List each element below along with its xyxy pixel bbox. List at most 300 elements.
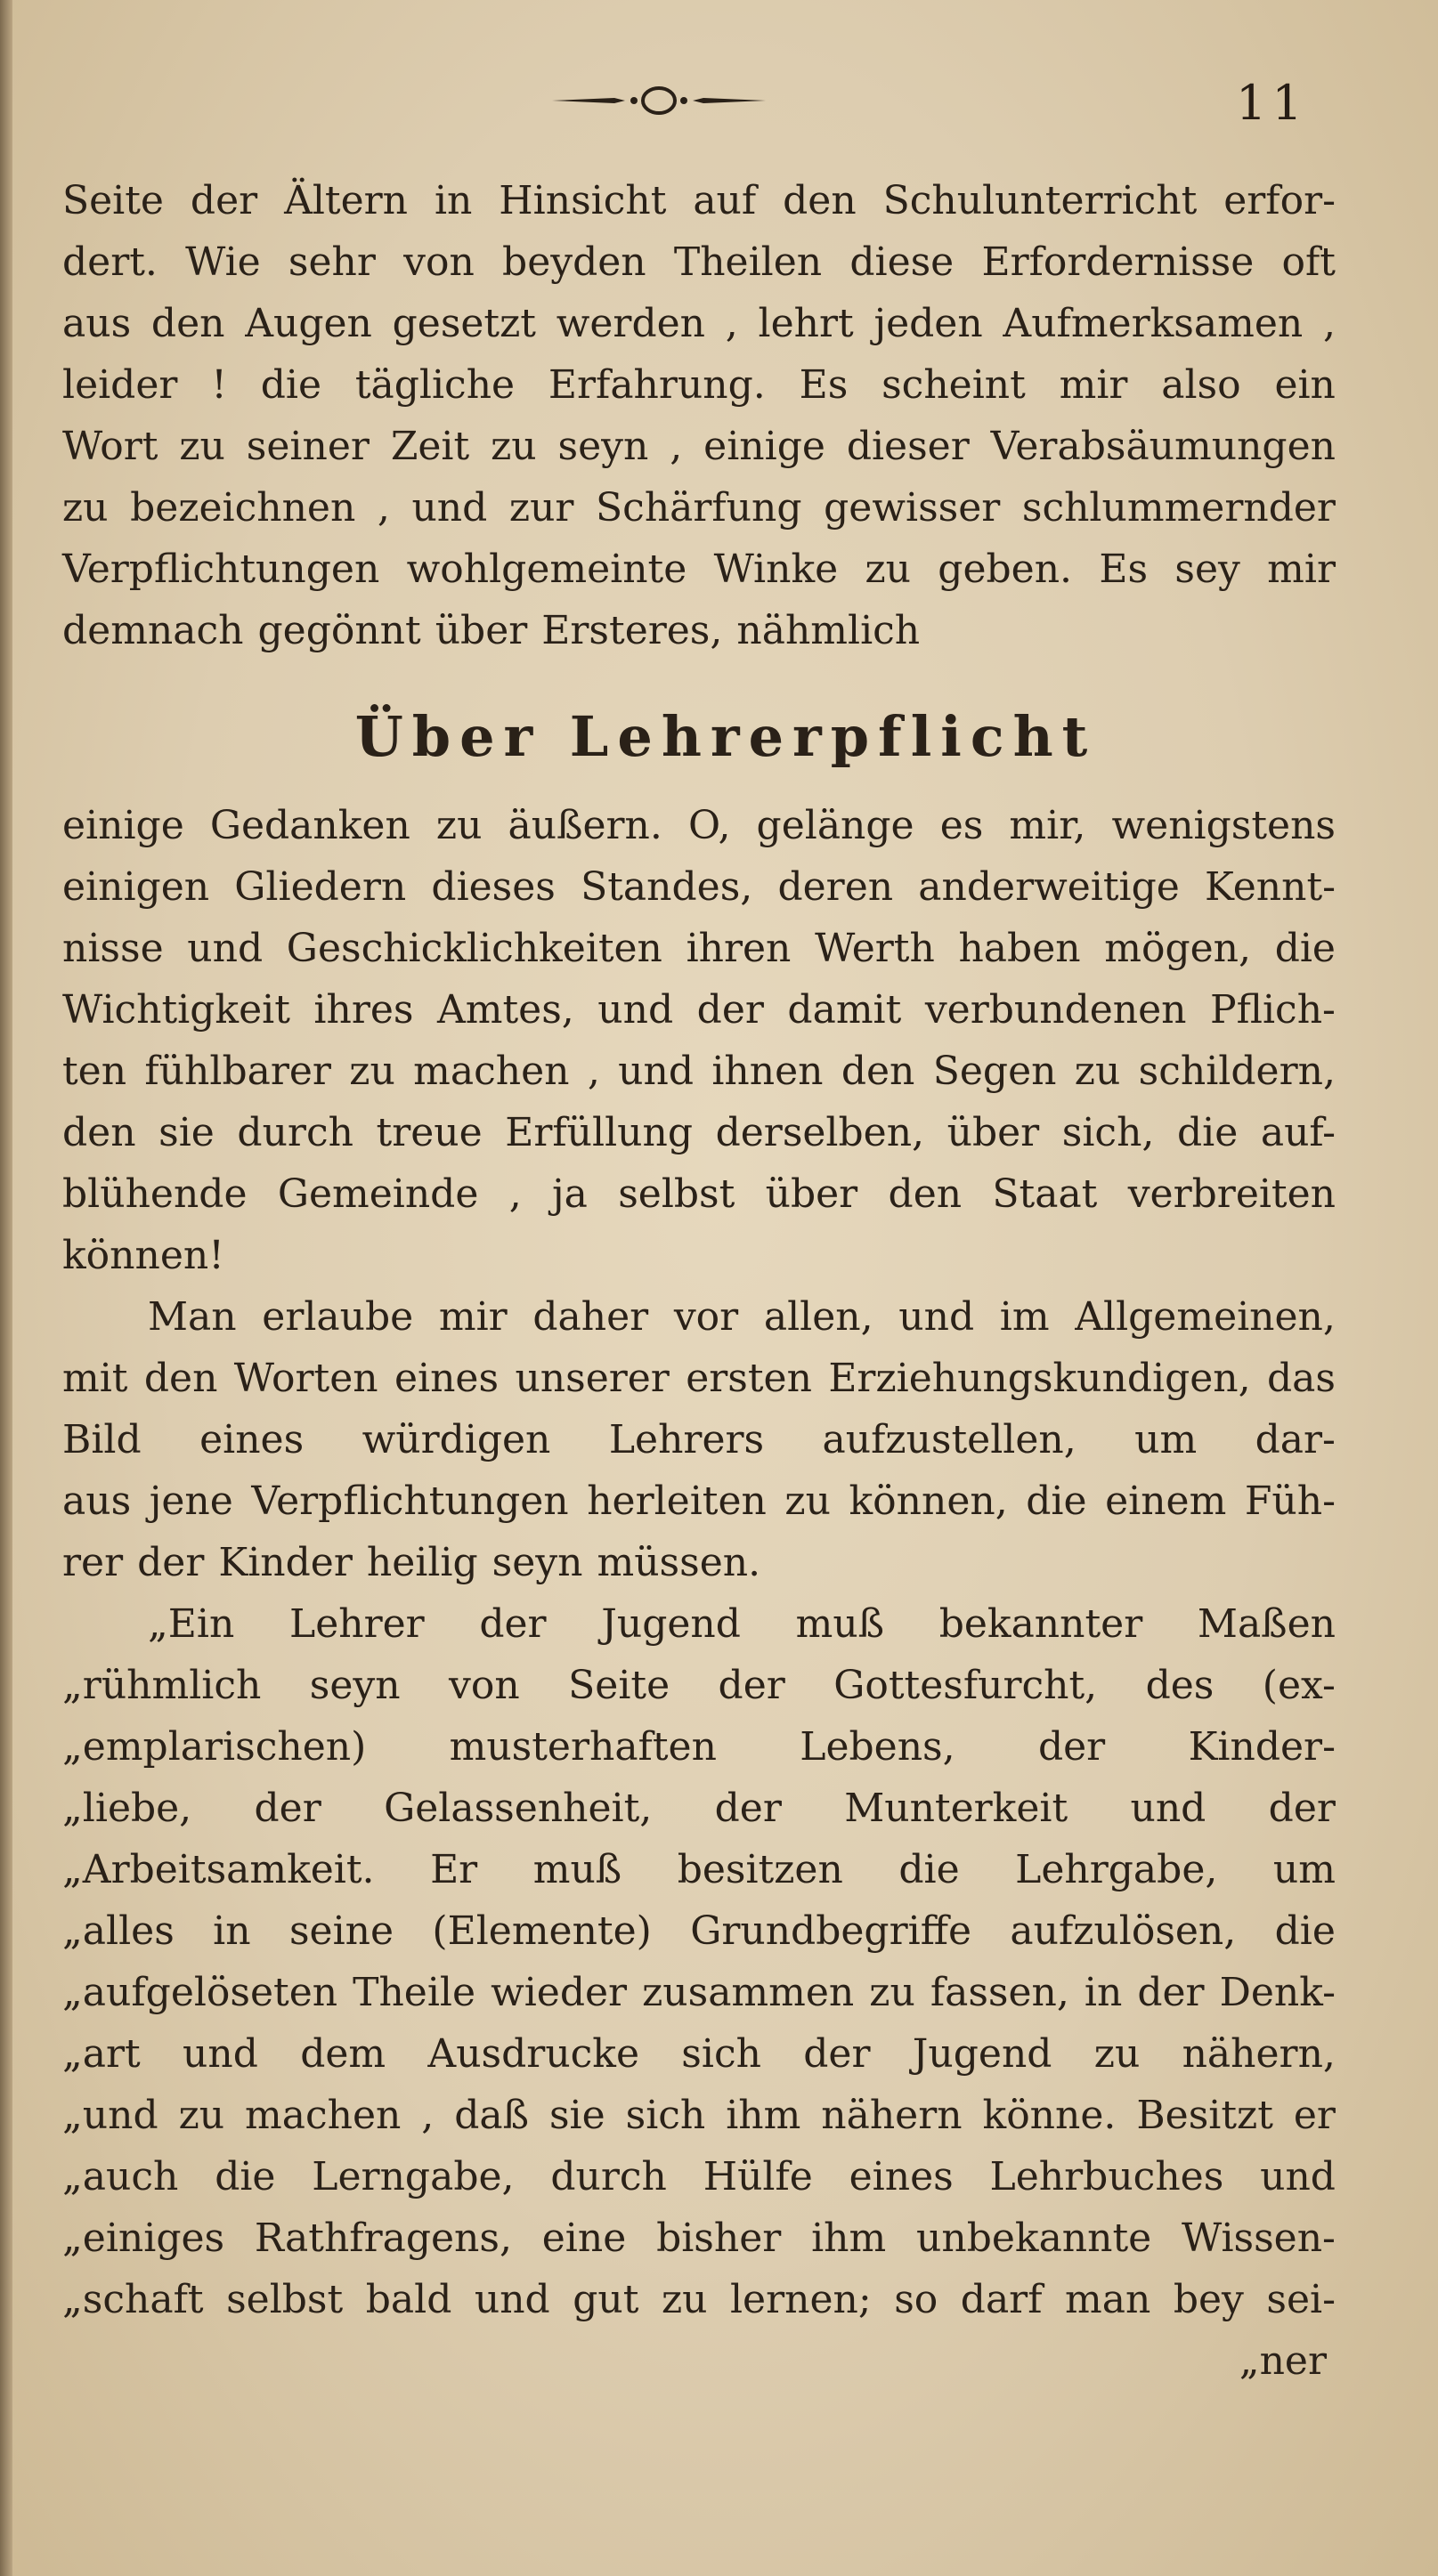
word: um bbox=[1272, 1847, 1336, 1892]
body-text bbox=[62, 178, 1336, 2400]
word: Gottesfurcht, bbox=[833, 1663, 1098, 1708]
word: sei- bbox=[1266, 2277, 1336, 2322]
text-line bbox=[62, 424, 1336, 485]
word: sich bbox=[681, 2031, 761, 2077]
word: daß bbox=[454, 2093, 530, 2138]
word: der bbox=[1037, 1724, 1106, 1770]
word: deren bbox=[777, 864, 894, 910]
word: , bbox=[1322, 301, 1336, 346]
word: musterhaften bbox=[449, 1724, 717, 1770]
word: Schulunterricht bbox=[882, 178, 1198, 223]
word: und bbox=[411, 485, 488, 531]
word: demnach bbox=[62, 608, 244, 653]
word: den bbox=[150, 301, 225, 346]
word: und bbox=[474, 2277, 550, 2322]
word: im bbox=[999, 1294, 1050, 1340]
word: ja bbox=[552, 1171, 588, 1217]
word: Jugend bbox=[601, 1601, 741, 1647]
word: verbundenen bbox=[924, 987, 1187, 1033]
word: den bbox=[143, 1356, 218, 1401]
word: dieser bbox=[846, 424, 970, 469]
word: ihm bbox=[726, 2093, 801, 2138]
word: , bbox=[508, 1171, 522, 1217]
word: „auch bbox=[62, 2154, 179, 2199]
word: zu bbox=[869, 1970, 915, 2015]
word: aus bbox=[62, 301, 132, 346]
word: wenigstens bbox=[1111, 803, 1336, 848]
word: werden bbox=[556, 301, 706, 346]
word: Erfüllung bbox=[505, 1110, 693, 1155]
word: Wie bbox=[185, 239, 261, 285]
text-line bbox=[62, 1294, 1336, 1356]
word: unserer bbox=[515, 1356, 670, 1401]
word: zu bbox=[179, 424, 225, 469]
word: über bbox=[946, 1110, 1040, 1155]
word: Lehrer bbox=[288, 1601, 425, 1647]
word: Hinsicht bbox=[499, 178, 667, 223]
word: Werth bbox=[815, 926, 935, 971]
word: sehr bbox=[288, 239, 376, 285]
word: Erfordernisse bbox=[981, 239, 1255, 285]
text-line bbox=[62, 1540, 1336, 1601]
word: ihnen bbox=[711, 1049, 824, 1094]
word: wieder bbox=[491, 1970, 628, 2015]
word: nisse bbox=[62, 926, 164, 971]
word: zur bbox=[508, 485, 574, 531]
text-line bbox=[62, 239, 1336, 301]
word: zu bbox=[865, 547, 911, 592]
text-line bbox=[62, 926, 1336, 987]
word: und bbox=[898, 1294, 975, 1340]
word: mir bbox=[438, 1294, 508, 1340]
word: Wichtigkeit bbox=[62, 987, 290, 1033]
word: müssen. bbox=[597, 1540, 761, 1585]
word: jene bbox=[149, 1478, 233, 1524]
word: Verpflichtungen bbox=[62, 547, 380, 592]
word: zu bbox=[1093, 2031, 1141, 2077]
word: „art bbox=[62, 2031, 141, 2077]
word: schlummernder bbox=[1021, 485, 1336, 531]
word: der bbox=[254, 1786, 321, 1831]
word: dieses bbox=[431, 864, 556, 910]
word: vor bbox=[673, 1294, 739, 1340]
word: eine bbox=[541, 2216, 627, 2261]
word: die bbox=[1274, 1908, 1336, 1954]
text-line bbox=[62, 178, 1336, 239]
word: Ältern bbox=[284, 178, 409, 223]
word: aufzulösen, bbox=[1010, 1908, 1237, 1954]
word: die bbox=[215, 2154, 276, 2199]
word: Aufmerksamen bbox=[1003, 301, 1304, 346]
text-line bbox=[62, 2216, 1336, 2277]
text-line bbox=[62, 1908, 1336, 1970]
word: dert. bbox=[62, 239, 158, 285]
word: auf- bbox=[1260, 1110, 1336, 1155]
word: Denk- bbox=[1219, 1970, 1336, 2015]
page-number: 11 bbox=[1236, 75, 1308, 131]
word: nähmlich bbox=[736, 608, 921, 653]
word: muß bbox=[795, 1601, 885, 1647]
word: muß bbox=[532, 1847, 622, 1892]
word: besitzen bbox=[677, 1847, 843, 1892]
word: Lerngabe, bbox=[312, 2154, 515, 2199]
word: eines bbox=[849, 2154, 954, 2199]
word: rer bbox=[62, 1540, 124, 1585]
word: lernen; bbox=[729, 2277, 872, 2322]
word: jeden bbox=[873, 301, 983, 346]
word: Geschicklichkeiten bbox=[286, 926, 662, 971]
word: könne. bbox=[982, 2093, 1117, 2138]
text-line bbox=[62, 803, 1336, 864]
word: der bbox=[696, 987, 764, 1033]
word: bezeichnen bbox=[130, 485, 356, 531]
word: schildern, bbox=[1138, 1049, 1336, 1094]
word: blühende bbox=[62, 1171, 248, 1217]
word: dem bbox=[300, 2031, 386, 2077]
word: machen bbox=[245, 2093, 402, 2138]
word: scheint bbox=[881, 362, 1026, 408]
word: den bbox=[62, 1110, 136, 1155]
word: haben bbox=[958, 926, 1081, 971]
word: des bbox=[1145, 1663, 1215, 1708]
text-line bbox=[62, 1970, 1336, 2031]
word: fassen, bbox=[930, 1970, 1069, 2015]
word: zu bbox=[62, 485, 109, 531]
word: erfor- bbox=[1223, 178, 1336, 223]
word: er bbox=[1293, 2093, 1336, 2138]
word: „Ein bbox=[148, 1601, 235, 1647]
word: Hülfe bbox=[703, 2154, 813, 2199]
word: Theile bbox=[353, 1970, 476, 2015]
word: ! bbox=[211, 362, 227, 408]
word: Standes, bbox=[581, 864, 753, 910]
word: das bbox=[1267, 1356, 1336, 1401]
word: der bbox=[714, 1786, 782, 1831]
word: ihres bbox=[313, 987, 414, 1033]
word: Jugend bbox=[912, 2031, 1052, 2077]
word: ihren bbox=[686, 926, 792, 971]
word: „Arbeitsamkeit. bbox=[62, 1847, 375, 1892]
word: Verpflichtungen bbox=[251, 1478, 569, 1524]
word: so bbox=[894, 2277, 938, 2322]
word: Erziehungskundigen, bbox=[828, 1356, 1251, 1401]
word: nähern bbox=[821, 2093, 963, 2138]
word: geben. bbox=[938, 547, 1073, 592]
word: Augen bbox=[245, 301, 372, 346]
word: Kinder bbox=[218, 1540, 353, 1585]
word: selbst bbox=[618, 1171, 735, 1217]
text-line bbox=[62, 2093, 1336, 2154]
word: und bbox=[187, 926, 264, 971]
text-line bbox=[62, 1110, 1336, 1171]
word: sey bbox=[1174, 547, 1240, 592]
word: Lehrbuches bbox=[989, 2154, 1224, 2199]
word: allen, bbox=[763, 1294, 873, 1340]
text-line bbox=[62, 1847, 1336, 1908]
word: einige bbox=[62, 803, 184, 848]
word: einem bbox=[1105, 1478, 1227, 1524]
word: bisher bbox=[656, 2216, 782, 2261]
word: Erfahrung. bbox=[548, 362, 766, 408]
text-line bbox=[62, 362, 1336, 424]
word: Er bbox=[430, 1847, 478, 1892]
word: die bbox=[1026, 1478, 1087, 1524]
word: würdigen bbox=[362, 1417, 551, 1462]
word: können! bbox=[62, 1233, 224, 1278]
word: Winke bbox=[713, 547, 839, 592]
word: Es bbox=[799, 362, 849, 408]
word: Ausdrucke bbox=[427, 2031, 639, 2077]
word: , bbox=[725, 301, 738, 346]
word: mir bbox=[1267, 547, 1336, 592]
word: heilig bbox=[366, 1540, 478, 1585]
text-line bbox=[62, 1171, 1336, 1233]
text-line bbox=[62, 1786, 1336, 1847]
word: aus bbox=[62, 1478, 132, 1524]
word: Theilen bbox=[673, 239, 823, 285]
word: über bbox=[435, 608, 528, 653]
text-line bbox=[62, 1233, 1336, 1294]
word: zu bbox=[661, 2277, 708, 2322]
text-line bbox=[62, 2031, 1336, 2093]
word: es bbox=[939, 803, 984, 848]
word: (ex- bbox=[1262, 1663, 1336, 1708]
word: selbst bbox=[226, 2277, 344, 2322]
text-line bbox=[62, 1478, 1336, 1540]
word: und bbox=[183, 2031, 258, 2077]
word: seiner bbox=[246, 424, 370, 469]
word: , bbox=[587, 1049, 600, 1094]
word: ersten bbox=[686, 1356, 812, 1401]
text-line bbox=[62, 987, 1336, 1049]
text-line bbox=[62, 1724, 1336, 1786]
word: die bbox=[260, 362, 322, 408]
word: Kennt- bbox=[1205, 864, 1336, 910]
text-line bbox=[62, 1049, 1336, 1110]
word: einigen bbox=[62, 864, 210, 910]
word: durch bbox=[237, 1110, 353, 1155]
word: Lehrgabe, bbox=[1015, 1847, 1218, 1892]
word: Wissen- bbox=[1182, 2216, 1336, 2261]
word: auf bbox=[693, 178, 757, 223]
word: äußern. bbox=[508, 803, 662, 848]
word: Es bbox=[1099, 547, 1149, 592]
word: aufzustellen, bbox=[822, 1417, 1076, 1462]
word: ihm bbox=[811, 2216, 887, 2261]
word: anderweitige bbox=[918, 864, 1180, 910]
text-line bbox=[62, 1356, 1336, 1417]
word: Allgemeinen, bbox=[1075, 1294, 1336, 1340]
word: wohlgemeinte bbox=[406, 547, 687, 592]
word: daher bbox=[532, 1294, 649, 1340]
word: Munterkeit bbox=[844, 1786, 1068, 1831]
word: ein bbox=[1274, 362, 1336, 408]
text-line bbox=[62, 2277, 1336, 2338]
text-line bbox=[62, 2338, 1336, 2400]
word: seyn bbox=[557, 424, 649, 469]
word: fühlbarer bbox=[144, 1049, 331, 1094]
word: gewisser bbox=[824, 485, 1001, 531]
word: zu bbox=[1074, 1049, 1121, 1094]
word: machen bbox=[413, 1049, 570, 1094]
text-line bbox=[62, 485, 1336, 547]
word: Gliedern bbox=[234, 864, 407, 910]
word: zusammen bbox=[642, 1970, 855, 2015]
word: treue bbox=[376, 1110, 483, 1155]
word: zu bbox=[349, 1049, 395, 1094]
word: sie bbox=[158, 1110, 215, 1155]
word: man bbox=[1065, 2277, 1151, 2322]
word: über bbox=[765, 1171, 858, 1217]
text-line bbox=[62, 1601, 1336, 1663]
word: und bbox=[597, 987, 674, 1033]
word: bekannter bbox=[938, 1601, 1143, 1647]
word: Amtes, bbox=[436, 987, 574, 1033]
text-line bbox=[62, 1417, 1336, 1478]
word: „emplarischen) bbox=[62, 1724, 367, 1770]
word: „aufgelöseten bbox=[62, 1970, 338, 2015]
word: von bbox=[403, 239, 475, 285]
word: sich, bbox=[1061, 1110, 1155, 1155]
word: ten bbox=[62, 1049, 127, 1094]
word: Segen bbox=[932, 1049, 1057, 1094]
word: gelänge bbox=[756, 803, 914, 848]
word: „schaft bbox=[62, 2277, 204, 2322]
word: der bbox=[479, 1601, 547, 1647]
word: O, bbox=[687, 803, 731, 848]
word: Verabsäumungen bbox=[990, 424, 1336, 469]
word: sich bbox=[625, 2093, 706, 2138]
section-heading: Über Lehrerpflicht bbox=[354, 703, 1097, 769]
word: , bbox=[421, 2093, 435, 2138]
word: zu bbox=[784, 1478, 831, 1524]
word: Seite bbox=[568, 1663, 670, 1708]
word: einige bbox=[703, 424, 825, 469]
word: mit bbox=[62, 1356, 128, 1401]
word: Rathfragens, bbox=[254, 2216, 512, 2261]
word: derselben, bbox=[715, 1110, 925, 1155]
word: und bbox=[618, 1049, 695, 1094]
word: Füh- bbox=[1244, 1478, 1336, 1524]
word: Ersteres, bbox=[541, 608, 723, 653]
page-edge-shadow bbox=[0, 0, 12, 2576]
word: diese bbox=[849, 239, 955, 285]
word: und bbox=[1260, 2154, 1336, 2199]
word: bey bbox=[1173, 2277, 1244, 2322]
word: mir bbox=[1059, 362, 1128, 408]
text-line bbox=[62, 301, 1336, 362]
word: und bbox=[1130, 1786, 1206, 1831]
text-line bbox=[62, 1663, 1336, 1724]
word: erlaube bbox=[262, 1294, 414, 1340]
word: zu bbox=[435, 803, 483, 848]
word: „und bbox=[62, 2093, 158, 2138]
word: Worten bbox=[233, 1356, 378, 1401]
word: „rühmlich bbox=[62, 1663, 262, 1708]
word: Staat bbox=[992, 1171, 1098, 1217]
word: mir, bbox=[1009, 803, 1086, 848]
word: Gedanken bbox=[209, 803, 410, 848]
word: der bbox=[137, 1540, 205, 1585]
word: eines bbox=[394, 1356, 500, 1401]
word: in bbox=[434, 178, 473, 223]
word: , bbox=[377, 485, 390, 531]
word: von bbox=[449, 1663, 520, 1708]
word: also bbox=[1161, 362, 1241, 408]
header-ornament bbox=[552, 85, 766, 116]
word: beyden bbox=[502, 239, 646, 285]
word: der bbox=[190, 178, 258, 223]
word: eines bbox=[199, 1417, 305, 1462]
word: verbreiten bbox=[1127, 1171, 1336, 1217]
word: (Elemente) bbox=[432, 1908, 652, 1954]
page-header bbox=[0, 71, 1438, 131]
text-line bbox=[62, 608, 1336, 669]
word: oft bbox=[1281, 239, 1336, 285]
word: leider bbox=[62, 362, 178, 408]
word: darf bbox=[960, 2277, 1043, 2322]
word: Maßen bbox=[1197, 1601, 1336, 1647]
word: Gemeinde bbox=[277, 1171, 479, 1217]
word: unbekannte bbox=[916, 2216, 1152, 2261]
word: der bbox=[1268, 1786, 1336, 1831]
word: zu bbox=[178, 2093, 225, 2138]
word: lehrt bbox=[758, 301, 854, 346]
word: herleiten bbox=[587, 1478, 767, 1524]
word: seine bbox=[288, 1908, 394, 1954]
word: gut bbox=[573, 2277, 639, 2322]
word: „einiges bbox=[62, 2216, 225, 2261]
word: tägliche bbox=[354, 362, 516, 408]
word: bald bbox=[365, 2277, 452, 2322]
word: können, bbox=[849, 1478, 1008, 1524]
word: sie bbox=[548, 2093, 605, 2138]
word: „alles bbox=[62, 1908, 175, 1954]
word: nähern, bbox=[1182, 2031, 1336, 2077]
word: den bbox=[841, 1049, 915, 1094]
word: die bbox=[1176, 1110, 1239, 1155]
word: durch bbox=[550, 2154, 667, 2199]
text-line bbox=[62, 2154, 1336, 2216]
text-line bbox=[62, 864, 1336, 926]
word: „liebe, bbox=[62, 1786, 192, 1831]
word: in bbox=[213, 1908, 251, 1954]
word: Pflich- bbox=[1210, 987, 1336, 1033]
word: die bbox=[898, 1847, 960, 1892]
word: seyn bbox=[492, 1540, 583, 1585]
word: in bbox=[1084, 1970, 1123, 2015]
word: den bbox=[783, 178, 857, 223]
word: damit bbox=[787, 987, 902, 1033]
word: Gelassenheit, bbox=[384, 1786, 653, 1831]
word: Kinder- bbox=[1188, 1724, 1336, 1770]
text-line bbox=[62, 547, 1336, 608]
word: Wort bbox=[62, 424, 158, 469]
word: dar- bbox=[1255, 1417, 1336, 1462]
word: Man bbox=[148, 1294, 237, 1340]
word: den bbox=[888, 1171, 963, 1217]
word: Seite bbox=[62, 178, 164, 223]
word: gegönnt bbox=[257, 608, 421, 653]
word: seyn bbox=[309, 1663, 401, 1708]
word: um bbox=[1134, 1417, 1198, 1462]
word: Besitzt bbox=[1136, 2093, 1273, 2138]
word: , bbox=[670, 424, 683, 469]
word: gesetzt bbox=[392, 301, 536, 346]
word: der bbox=[803, 2031, 871, 2077]
word: Grundbegriffe bbox=[690, 1908, 971, 1954]
word: Lebens, bbox=[800, 1724, 955, 1770]
